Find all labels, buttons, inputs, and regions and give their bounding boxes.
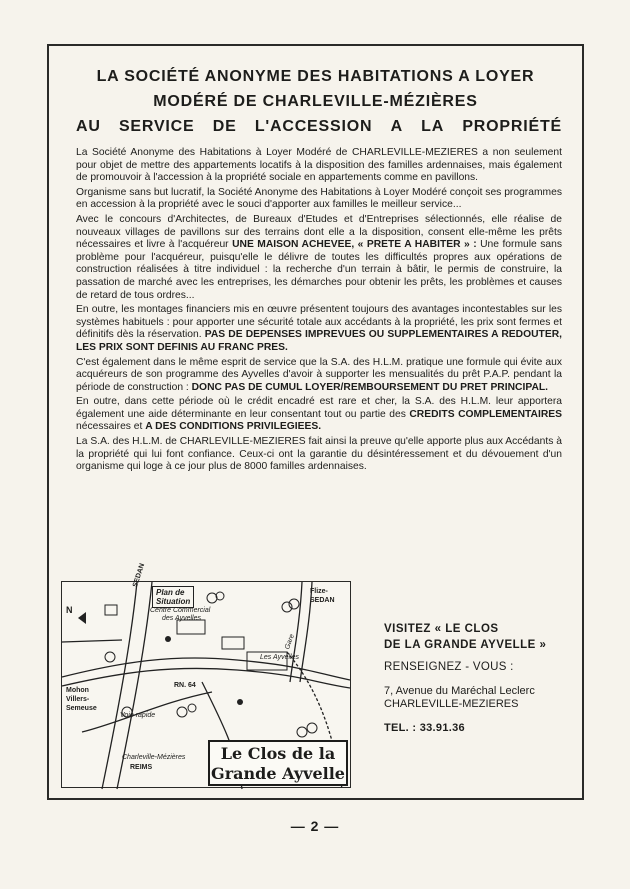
title-word: PROPRIÉTÉ	[462, 118, 562, 135]
contact-info	[384, 621, 584, 735]
paragraph-2: Organisme sans but lucratif, la Société Anonyme des Habitations à Loyer Modéré conçoit ses programmes en accession à la propriété avec le souci d'apporter aux familles le meilleur service...	[76, 186, 562, 211]
logo-text: Le Clos de la	[220, 744, 336, 763]
le-clos-logo	[208, 740, 348, 786]
bottom-section	[49, 562, 582, 802]
title-word: SERVICE	[118, 118, 195, 135]
address	[384, 685, 584, 712]
bold-run: DONC PAS DE CUMUL LOYER/REMBOURSEMENT DU PRET PRINCIPAL.	[191, 381, 549, 393]
map-text: REIMS	[130, 764, 153, 771]
title-word: L'ACCESSION	[254, 118, 373, 135]
title-word: A	[390, 118, 403, 135]
bold-run: A DES CONDITIONS PRIVILEGIEES.	[145, 421, 322, 433]
map-text: Semeuse	[66, 705, 97, 712]
address-line: CHARLEVILLE-MEZIERES	[384, 698, 519, 710]
map-text: SEDAN	[132, 562, 147, 589]
text-run: Avec le concours d'Architectes, de Bureaux d'Etudes et d'Entreprises sélectionnés, elle réalise de nouveaux villages de pavillons sur des terrains dont elle a la disposition, consent elle-même les prêts nécessaires et livre à l'acquéreur	[76, 213, 562, 251]
title-line-2: MODÉRÉ DE CHARLEVILLE-MÉZIÈRES	[153, 93, 478, 110]
title-word: LA	[421, 118, 445, 135]
map-text: Mohon	[66, 687, 89, 694]
page-number: — 2 —	[290, 818, 340, 834]
text-run: En outre, les montages financiers mis en œuvre présentent toujours des avantages incontestables sur les systèmes habituels : pour apporter une sécurité totale aux accédants à la propriété, les prix sont fermes et définitifs dès la réservation.	[76, 304, 562, 341]
visit-line: DE LA GRANDE AYVELLE »	[384, 639, 547, 651]
logo-text: Grande Ayvelle	[211, 764, 345, 783]
title-word: AU	[76, 118, 101, 135]
title-word: DE	[212, 118, 237, 135]
map-text: Villers-	[66, 696, 90, 703]
map-text: Gare	[284, 633, 296, 651]
paragraph-1: La Société Anonyme des Habitations à Loyer Modéré de CHARLEVILLE-MEZIERES a non seulement pour objet de mettre des appartements locatifs à la disposition des familles ardennaises, mais également de promouvoir à l'accession à la propriété sociale en appartements comme en pavillons.	[76, 147, 562, 184]
bold-run: PAS DE DEPENSES IMPREVUES OU SUPPLEMENTAIRES A REDOUTER, LES PRIX SONT DEFINIS AU FRANC PRES.	[76, 329, 562, 353]
title-line-3	[49, 114, 582, 139]
flize-road	[290, 582, 302, 682]
bold-run: CREDITS COMPLEMENTAIRES	[409, 408, 562, 420]
paragraph-4	[76, 304, 562, 354]
paragraph-5	[76, 357, 562, 395]
address-line: 7, Avenue du Maréchal Leclerc	[384, 684, 535, 697]
map-text: Plan de	[156, 588, 185, 597]
visit-line: VISITEZ « LE CLOS	[384, 623, 499, 635]
text-run: nécessaires et	[76, 421, 146, 433]
map-text: Centre Commercial	[150, 607, 211, 614]
map-text: Situation	[156, 597, 191, 606]
body-text	[76, 147, 562, 474]
north-arrow	[78, 612, 86, 624]
paragraph-3	[76, 214, 562, 302]
map-text: Charleville-Mézières	[122, 754, 186, 761]
title-line-1: LA SOCIÉTÉ ANONYME DES HABITATIONS A LOYER	[96, 68, 535, 85]
location-map	[61, 562, 351, 788]
north-label: N	[66, 605, 73, 615]
paragraph-7: La S.A. des H.L.M. de CHARLEVILLE-MEZIERES fait ainsi la preuve qu'elle apporte plus aux Accédants à la propriété qui lui font confiance. Ceux-ci ont la garantie du désintéressement et du dévouement d'un organisme qui loge à ce jour plus de 8000 familles ardennaises.	[76, 436, 562, 473]
paragraph-6	[76, 396, 562, 434]
map-text: SEDAN	[310, 597, 335, 604]
map-text: Voie rapide	[120, 712, 156, 719]
plan-de-situation-label	[152, 586, 194, 608]
visit-heading	[384, 621, 584, 653]
map-text: Les Ayvelles	[260, 654, 299, 661]
page-title	[49, 64, 582, 139]
text-run: Une formule sans problème pour l'acquéreur, puisqu'elle le délivre de toutes les difficultés propres aux opérations de construction réalisées à titre individuel : la recherche d'un terrain à bâtir, le permis de construire, la passation de marché avec les entreprises, les démarches pour obtenir les prêts, les problèmes et causes de retard de tous ordres...	[76, 239, 562, 301]
content-frame	[47, 44, 584, 800]
bold-run: UNE MAISON ACHEVEE, « PRETE A HABITER » :	[232, 239, 477, 251]
map-text: des Ayvelles	[162, 615, 201, 622]
text-run: C'est également dans le même esprit de service que la S.A. des H.L.M. pratique une formule qui évite aux acquéreurs de son programme des Ayvelles d'avoir à supporter les mensualités du prêt P.A.P. pendant la période de construction :	[76, 356, 562, 393]
telephone: TEL. : 33.91.36	[384, 721, 465, 734]
text-run: En outre, dans cette période où le crédit encadré est rare et cher, la S.A. des H.L.M. leur apportera également une aide déterminante en leur consentant tout ou partie des	[76, 396, 562, 420]
map-text: RN. 64	[174, 682, 196, 689]
renseignez-label: RENSEIGNEZ - VOUS :	[384, 661, 514, 673]
map-text: Flize-	[310, 588, 328, 595]
